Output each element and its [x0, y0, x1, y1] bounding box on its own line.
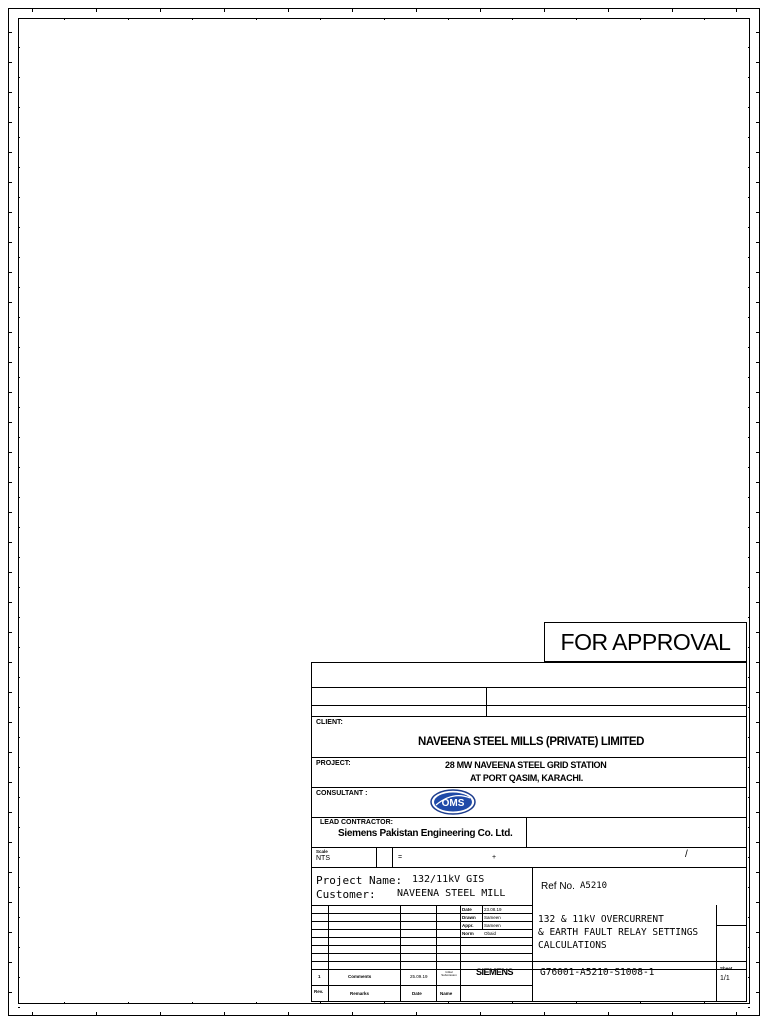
doc-title-line-3: CALCULATIONS — [538, 940, 607, 951]
border-tick — [748, 317, 750, 318]
border-tick — [748, 347, 750, 348]
doc-title-line-1: 132 & 11kV OVERCURRENT — [538, 914, 664, 925]
title-block — [311, 662, 747, 1002]
border-tick — [9, 242, 12, 243]
border-tick — [160, 1012, 161, 1015]
border-tick — [9, 32, 12, 33]
border-tick — [9, 212, 12, 213]
border-tick — [9, 92, 12, 93]
client-label: CLIENT: — [316, 719, 343, 726]
col-line — [400, 905, 401, 1001]
border-tick — [9, 782, 12, 783]
border-tick — [64, 1002, 65, 1004]
border-tick — [18, 767, 20, 768]
border-tick — [756, 62, 759, 63]
row-line — [312, 905, 532, 906]
lead-contractor-name: Siemens Pakistan Engineering Co. Ltd. — [338, 828, 513, 839]
border-tick — [704, 18, 705, 20]
drawn-value: Sameen — [484, 915, 501, 920]
border-tick — [756, 302, 759, 303]
border-tick — [748, 857, 750, 858]
row-line — [312, 953, 532, 954]
border-tick — [9, 872, 12, 873]
border-tick — [384, 1002, 385, 1004]
border-tick — [9, 362, 12, 363]
row-line — [716, 925, 746, 926]
border-tick — [18, 47, 20, 48]
border-tick — [748, 647, 750, 648]
border-tick — [756, 392, 759, 393]
scale-value: NTS — [316, 855, 330, 862]
drawing-number: G76001-A5210-S1008-1 — [540, 967, 655, 978]
border-tick — [748, 167, 750, 168]
border-tick — [18, 227, 20, 228]
border-tick — [9, 902, 12, 903]
border-tick — [18, 827, 20, 828]
border-tick — [756, 962, 759, 963]
border-tick — [9, 542, 12, 543]
border-tick — [9, 482, 12, 483]
equals-sign: = — [398, 854, 403, 861]
border-tick — [18, 677, 20, 678]
border-tick — [480, 1012, 481, 1015]
client-name: NAVEENA STEEL MILLS (PRIVATE) LIMITED — [418, 736, 645, 748]
border-tick — [608, 1012, 609, 1015]
legend-name: Name — [440, 991, 453, 996]
lead-contractor-label: LEAD CONTRACTOR: — [320, 819, 393, 826]
customer-value: NAVEENA STEEL MILL — [397, 888, 506, 899]
border-tick — [9, 452, 12, 453]
for-approval-stamp — [544, 622, 747, 662]
border-tick — [512, 18, 513, 20]
border-tick — [748, 257, 750, 258]
sheet-label: Sheet — [720, 966, 733, 971]
row-line — [312, 937, 532, 938]
rev-date: 25.09.19 — [410, 974, 428, 979]
border-tick — [756, 92, 759, 93]
border-tick — [748, 407, 750, 408]
border-tick — [748, 617, 750, 618]
border-tick — [18, 497, 20, 498]
border-tick — [9, 332, 12, 333]
row-line — [460, 913, 532, 914]
row-line — [312, 757, 746, 758]
border-tick — [18, 617, 20, 618]
border-tick — [748, 947, 750, 948]
scale-label: Scale — [316, 849, 328, 854]
border-tick — [748, 287, 750, 288]
border-tick — [512, 1002, 513, 1004]
border-tick — [756, 482, 759, 483]
border-tick — [9, 392, 12, 393]
border-tick — [748, 497, 750, 498]
date-value: 23.08.19 — [484, 907, 502, 912]
border-tick — [748, 587, 750, 588]
border-tick — [756, 842, 759, 843]
project-label: PROJECT: — [316, 760, 351, 767]
border-tick — [748, 827, 750, 828]
border-tick — [384, 18, 385, 20]
border-tick — [748, 47, 750, 48]
row-line — [312, 687, 746, 688]
border-tick — [756, 932, 759, 933]
border-tick — [192, 1002, 193, 1004]
row-line — [312, 961, 746, 962]
stamp-text: FOR APPROVAL — [560, 628, 731, 655]
rev-comments: Comments — [348, 974, 372, 979]
border-tick — [192, 18, 193, 20]
border-tick — [756, 272, 759, 273]
border-tick — [748, 977, 750, 978]
border-tick — [18, 137, 20, 138]
border-tick — [756, 872, 759, 873]
border-tick — [18, 977, 20, 978]
border-tick — [128, 18, 129, 20]
norm-label: Norm — [462, 931, 474, 936]
ref-value: A5210 — [580, 881, 608, 891]
border-tick — [756, 902, 759, 903]
col-line — [486, 687, 487, 716]
border-tick — [96, 1012, 97, 1015]
border-tick — [748, 77, 750, 78]
border-tick — [18, 857, 20, 858]
border-tick — [748, 557, 750, 558]
border-tick — [9, 152, 12, 153]
border-tick — [9, 812, 12, 813]
border-tick — [9, 572, 12, 573]
border-tick — [9, 602, 12, 603]
border-tick — [756, 332, 759, 333]
col-line — [482, 905, 483, 929]
border-tick — [748, 1007, 750, 1008]
border-tick — [18, 287, 20, 288]
border-tick — [640, 1002, 641, 1004]
border-tick — [756, 512, 759, 513]
border-tick — [18, 647, 20, 648]
border-tick — [756, 692, 759, 693]
border-tick — [18, 917, 20, 918]
col-line — [436, 905, 437, 1001]
plus-sign: + — [492, 854, 497, 861]
row-line — [460, 929, 532, 930]
border-tick — [9, 122, 12, 123]
project-line-2: AT PORT QASIM, KARACHI. — [470, 773, 583, 783]
border-tick — [18, 1007, 20, 1008]
border-tick — [576, 18, 577, 20]
drawn-label: Drawn — [462, 915, 476, 920]
border-tick — [756, 662, 759, 663]
legend-date: Date — [412, 991, 422, 996]
border-tick — [756, 572, 759, 573]
col-line — [526, 817, 527, 847]
ref-label: Ref No. — [541, 881, 575, 892]
border-tick — [448, 1002, 449, 1004]
border-tick — [18, 197, 20, 198]
border-tick — [748, 737, 750, 738]
col-line — [376, 847, 377, 867]
row-line — [312, 847, 746, 848]
border-tick — [9, 272, 12, 273]
border-tick — [756, 602, 759, 603]
border-tick — [9, 752, 12, 753]
border-tick — [756, 122, 759, 123]
border-tick — [9, 632, 12, 633]
row-line — [312, 985, 532, 986]
col-line — [328, 905, 329, 1001]
border-tick — [756, 182, 759, 183]
border-tick — [672, 1012, 673, 1015]
border-tick — [748, 227, 750, 228]
border-tick — [748, 377, 750, 378]
border-tick — [756, 812, 759, 813]
row-line — [312, 705, 746, 706]
siemens-brand: SIEMENS — [476, 967, 514, 977]
border-tick — [18, 797, 20, 798]
customer-label: Customer: — [316, 888, 376, 901]
border-tick — [544, 9, 545, 12]
col-line — [460, 905, 461, 1001]
border-tick — [18, 167, 20, 168]
border-tick — [96, 9, 97, 12]
border-tick — [448, 18, 449, 20]
border-tick — [18, 407, 20, 408]
border-tick — [18, 437, 20, 438]
border-tick — [748, 677, 750, 678]
row-line — [312, 945, 532, 946]
border-tick — [748, 197, 750, 198]
border-tick — [756, 362, 759, 363]
border-tick — [9, 722, 12, 723]
border-tick — [160, 9, 161, 12]
row-line — [312, 867, 746, 868]
border-tick — [9, 62, 12, 63]
border-tick — [9, 512, 12, 513]
border-tick — [748, 107, 750, 108]
col-line — [392, 847, 393, 867]
border-tick — [18, 557, 20, 558]
border-tick — [756, 212, 759, 213]
border-tick — [640, 18, 641, 20]
legend-remarks: Remarks — [350, 991, 370, 996]
border-tick — [748, 797, 750, 798]
border-tick — [128, 1002, 129, 1004]
oms-logo-icon — [430, 789, 476, 815]
border-tick — [756, 152, 759, 153]
border-tick — [9, 662, 12, 663]
border-tick — [18, 527, 20, 528]
row-line — [312, 817, 746, 818]
border-tick — [352, 1012, 353, 1015]
border-tick — [18, 107, 20, 108]
border-tick — [18, 887, 20, 888]
border-tick — [736, 1012, 737, 1015]
project-name-label: Project Name: — [316, 874, 403, 887]
border-tick — [748, 467, 750, 468]
border-tick — [416, 1012, 417, 1015]
border-tick — [9, 992, 12, 993]
border-tick — [748, 917, 750, 918]
col-line — [716, 905, 717, 1001]
border-tick — [18, 467, 20, 468]
border-tick — [18, 317, 20, 318]
border-tick — [32, 9, 33, 12]
border-tick — [18, 257, 20, 258]
border-tick — [256, 18, 257, 20]
sheet-value: 1/1 — [720, 975, 730, 982]
border-tick — [748, 707, 750, 708]
border-tick — [748, 527, 750, 528]
rev-number: 1 — [318, 974, 321, 979]
border-tick — [224, 1012, 225, 1015]
border-tick — [9, 302, 12, 303]
border-tick — [256, 1002, 257, 1004]
border-tick — [544, 1012, 545, 1015]
slash-sign: / — [685, 849, 688, 860]
border-tick — [756, 452, 759, 453]
legend-rev: Rev. — [314, 989, 324, 994]
norm-value: Obaid — [484, 931, 497, 936]
border-tick — [18, 737, 20, 738]
border-tick — [18, 347, 20, 348]
border-tick — [756, 782, 759, 783]
border-tick — [9, 842, 12, 843]
border-tick — [704, 1002, 705, 1004]
border-tick — [288, 9, 289, 12]
border-tick — [9, 422, 12, 423]
appr-value: Sameen — [484, 923, 501, 928]
border-tick — [756, 32, 759, 33]
border-tick — [320, 1002, 321, 1004]
border-tick — [32, 1012, 33, 1015]
border-tick — [9, 182, 12, 183]
border-tick — [576, 1002, 577, 1004]
row-line — [312, 969, 746, 970]
rev-name: Initial Submission — [441, 970, 457, 978]
doc-title-line-2: & EARTH FAULT RELAY SETTINGS — [538, 927, 699, 938]
consultant-label: CONSULTANT : — [316, 790, 368, 797]
border-tick — [748, 767, 750, 768]
border-tick — [756, 722, 759, 723]
date-label: Date — [462, 907, 472, 912]
appr-label: Appr. — [462, 923, 474, 928]
border-tick — [416, 9, 417, 12]
border-tick — [672, 9, 673, 12]
border-tick — [18, 77, 20, 78]
border-tick — [224, 9, 225, 12]
border-tick — [18, 587, 20, 588]
border-tick — [756, 992, 759, 993]
border-tick — [756, 542, 759, 543]
border-tick — [748, 437, 750, 438]
border-tick — [756, 632, 759, 633]
border-tick — [756, 242, 759, 243]
border-tick — [9, 692, 12, 693]
col-line — [532, 867, 533, 1001]
border-tick — [18, 377, 20, 378]
border-tick — [288, 1012, 289, 1015]
logo-text: OMS — [441, 798, 465, 809]
border-tick — [756, 752, 759, 753]
border-tick — [18, 947, 20, 948]
border-tick — [320, 18, 321, 20]
border-tick — [608, 9, 609, 12]
border-tick — [18, 707, 20, 708]
border-tick — [352, 9, 353, 12]
border-tick — [756, 422, 759, 423]
border-tick — [748, 887, 750, 888]
row-line — [312, 787, 746, 788]
row-line — [460, 921, 532, 922]
border-tick — [480, 9, 481, 12]
border-tick — [748, 137, 750, 138]
project-line-1: 28 MW NAVEENA STEEL GRID STATION — [445, 760, 607, 770]
border-tick — [9, 932, 12, 933]
project-name-value: 132/11kV GIS — [412, 874, 485, 885]
border-tick — [9, 962, 12, 963]
border-tick — [64, 18, 65, 20]
border-tick — [736, 9, 737, 12]
row-line — [312, 716, 746, 717]
